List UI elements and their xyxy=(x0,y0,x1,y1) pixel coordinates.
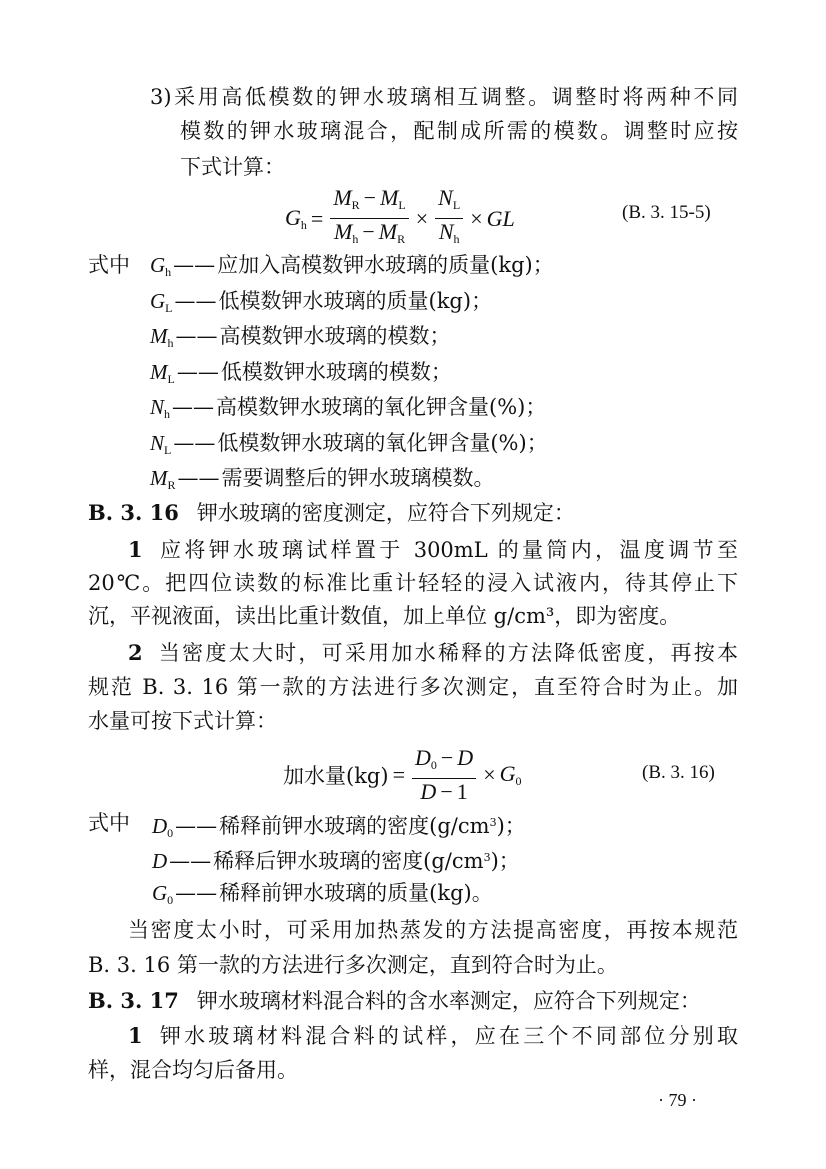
formula1-tag: (B. 3. 15-5) xyxy=(622,202,711,223)
definition-dash: —— xyxy=(169,849,212,873)
defs1-prefix: 式中 xyxy=(88,253,130,277)
formula1-tail: GL xyxy=(486,205,515,231)
b317-item1-line-1: 1 钾水玻璃材料混合料的试样，应在三个不同部位分别取 xyxy=(128,1023,738,1048)
definition-symbol: $M_R$ xyxy=(150,466,176,492)
definition-text: 低模数钾水玻璃的质量(kg)； xyxy=(218,288,493,313)
definition-symbol: $N_L$ xyxy=(150,430,172,457)
definition-item xyxy=(150,357,452,394)
para-3-line-1: 3)采用高低模数的钾水玻璃相互调整。调整时将两种不同 xyxy=(150,85,738,109)
b316-item1-line-3: 沉，平视液面，读出比重计数值，加上单位 g/cm³，即为密度。 xyxy=(88,604,681,628)
definition-text: 需要调整后的钾水玻璃模数。 xyxy=(221,466,495,490)
definition-dash: —— xyxy=(173,430,216,455)
formula1-fraction-2: $\frac{N_L}{N_h}$ xyxy=(435,186,463,251)
definition-item xyxy=(152,878,493,915)
definition-symbol: $G_L$ xyxy=(150,288,173,315)
definition-dash: —— xyxy=(175,814,218,838)
para-3-line-3: 下式计算： xyxy=(180,155,285,179)
b316-item1-line-1: 1 应将钾水玻璃试样置于 300mL 的量筒内，温度调节至 xyxy=(128,537,738,562)
definition-dash: —— xyxy=(176,359,219,384)
b316-item1-line-2: 20℃。把四位读数的标准比重计轻轻的浸入试液内，待其停止下 xyxy=(88,571,738,595)
definition-symbol: $N_h$ xyxy=(150,395,171,421)
formula2-eq: = xyxy=(392,762,405,787)
definition-text: 高模数钾水玻璃的模数； xyxy=(219,324,451,348)
formula-b-3-16 xyxy=(283,746,522,804)
definition-text: 高模数钾水玻璃的氧化钾含量(%)； xyxy=(216,395,547,419)
definition-text: 低模数钾水玻璃的氧化钾含量(%)； xyxy=(217,430,548,455)
low-density-line-2: B. 3. 16 第一款的方法进行多次测定，直到符合时为止。 xyxy=(88,953,618,977)
definition-dash: —— xyxy=(177,466,220,490)
section-number: B. 3. 16 xyxy=(88,500,179,525)
definition-item xyxy=(150,428,548,465)
definition-dash: —— xyxy=(172,395,215,419)
definition-dash: —— xyxy=(175,881,218,905)
definition-symbol: $G_0$ xyxy=(152,881,174,907)
definition-text: 稀释前钾水玻璃的密度(g/cm xyxy=(219,814,490,838)
formula1-times-2: × xyxy=(470,205,483,231)
definition-dash: —— xyxy=(175,324,218,348)
formula2-lhs: 加水量(kg) xyxy=(283,764,389,788)
definition-dash: —— xyxy=(173,253,216,277)
definition-text: 稀释前钾水玻璃的质量(kg)。 xyxy=(219,881,493,905)
b316-item2-line-3: 水量可按下式计算： xyxy=(88,709,277,733)
para-3-line-2: 模数的钾水玻璃混合，配制成所需的模数。调整时应按 xyxy=(180,119,738,143)
formula1-eq: = xyxy=(310,205,324,231)
formula1-times-1: × xyxy=(415,205,429,231)
definition-item: $D_0——$稀释前钾水玻璃的密度$(g/cm^3)$； xyxy=(152,808,526,848)
definition-item xyxy=(150,463,495,500)
section-b-3-17-heading xyxy=(88,986,701,1016)
page-number: · 79 · xyxy=(658,1090,697,1110)
definition-symbol: D xyxy=(152,849,168,873)
b316-item2-line-1: 2 当密度太大时，可采用加水稀释的方法降低密度，再按本 xyxy=(128,640,738,665)
section-b-3-16-heading xyxy=(88,498,575,528)
low-density-line-1: 当密度太小时，可采用加热蒸发的方法提高密度，再按本规范 xyxy=(128,918,738,942)
definition-item xyxy=(150,392,546,429)
definition-text: 低模数钾水玻璃的模数； xyxy=(220,359,452,384)
definition-symbol: $D_0$ xyxy=(152,814,174,840)
defs2-prefix: 式中 xyxy=(88,811,130,835)
section-title: 钾水玻璃的密度测定，应符合下列规定： xyxy=(196,501,575,525)
b316-item2-line-2: 规范 B. 3. 16 第一款的方法进行多次测定，直至符合时为止。加 xyxy=(88,675,738,699)
formula-b-3-15-5 xyxy=(285,186,515,251)
section-title: 钾水玻璃材料混合料的含水率测定，应符合下列规定： xyxy=(196,989,701,1013)
formula2-tag: (B. 3. 16) xyxy=(642,762,715,783)
definition-symbol: $M_L$ xyxy=(150,359,175,386)
definition-item xyxy=(150,321,451,358)
definition-symbol: $M_h$ xyxy=(150,324,174,350)
formula2-tail: $G_0$ xyxy=(499,761,522,788)
definition-item: D——稀释后钾水玻璃的密度$(g/cm^3)$； xyxy=(152,843,520,876)
formula2-fraction: $\frac{D_0 - D}{D - 1}$ xyxy=(412,746,476,804)
definition-item xyxy=(150,250,554,287)
formula1-fraction-1: $\frac{M_R - M_L}{M_h - M_R}$ xyxy=(330,186,408,251)
b317-item1-line-2: 样，混合均匀后备用。 xyxy=(88,1058,298,1082)
formula1-lhs: $G_h$ xyxy=(285,204,307,232)
definition-item xyxy=(150,286,492,323)
formula2-times: × xyxy=(483,762,496,787)
definition-text: 稀释后钾水玻璃的密度(g/cm xyxy=(213,849,484,873)
definition-text: 应加入高模数钾水玻璃的质量(kg)； xyxy=(217,253,554,277)
section-number: B. 3. 17 xyxy=(88,988,179,1013)
definition-symbol: $G_h$ xyxy=(150,253,172,279)
definition-dash: —— xyxy=(174,288,217,313)
